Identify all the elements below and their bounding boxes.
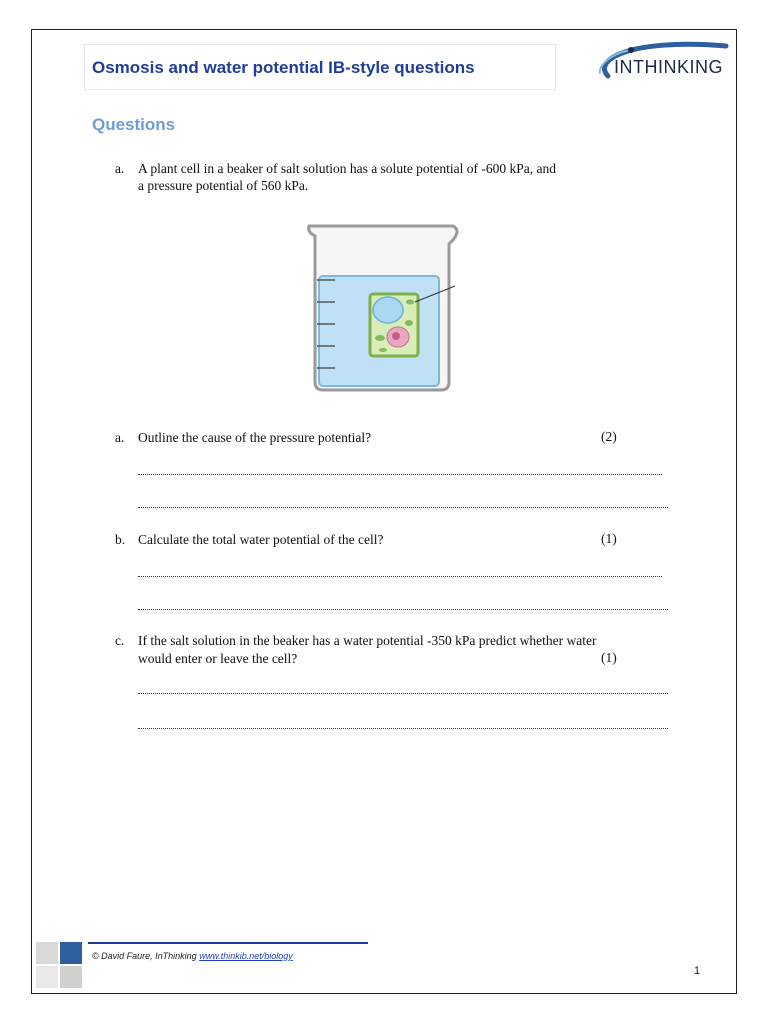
intro-line-2: a pressure potential of 560 kPa. <box>138 178 309 193</box>
beaker-with-plant-cell-illustration <box>303 220 463 396</box>
page-number: 1 <box>694 965 701 977</box>
question-text: Calculate the total water potential of the cell? <box>138 532 384 547</box>
question-marks: (1) <box>601 650 617 665</box>
footer-decoration <box>36 942 88 988</box>
footer-copyright <box>92 951 293 961</box>
question-text-line-2: would enter or leave the cell? <box>138 651 298 666</box>
answer-line[interactable] <box>138 609 668 610</box>
question-marker: b. <box>115 532 126 547</box>
answer-line[interactable] <box>138 693 668 694</box>
section-heading: Questions <box>92 115 176 134</box>
footer-rule <box>88 942 368 944</box>
question-text-line-1: If the salt solution in the beaker has a water potential -350 kPa predict whether water <box>138 633 597 648</box>
logo-text: INTHINKING <box>614 57 724 77</box>
question-text: Outline the cause of the pressure potential? <box>138 430 372 445</box>
answer-line[interactable] <box>138 728 668 729</box>
answer-line[interactable] <box>138 576 662 577</box>
intro-line-1: A plant cell in a beaker of salt solution has a solute potential of -600 kPa, and <box>138 161 557 176</box>
question-marker: a. <box>115 430 125 445</box>
answer-line[interactable] <box>138 474 662 475</box>
document-title: Osmosis and water potential IB-style questions <box>92 58 475 77</box>
question-marks: (2) <box>601 429 617 444</box>
copyright-text: © David Faure, InThinking <box>92 951 197 961</box>
footer-link[interactable]: www.thinkib.net/biology <box>199 951 293 961</box>
question-marker: a. <box>115 161 125 176</box>
question-marker: c. <box>115 633 125 648</box>
answer-line[interactable] <box>138 507 668 508</box>
question-marks: (1) <box>601 531 617 546</box>
